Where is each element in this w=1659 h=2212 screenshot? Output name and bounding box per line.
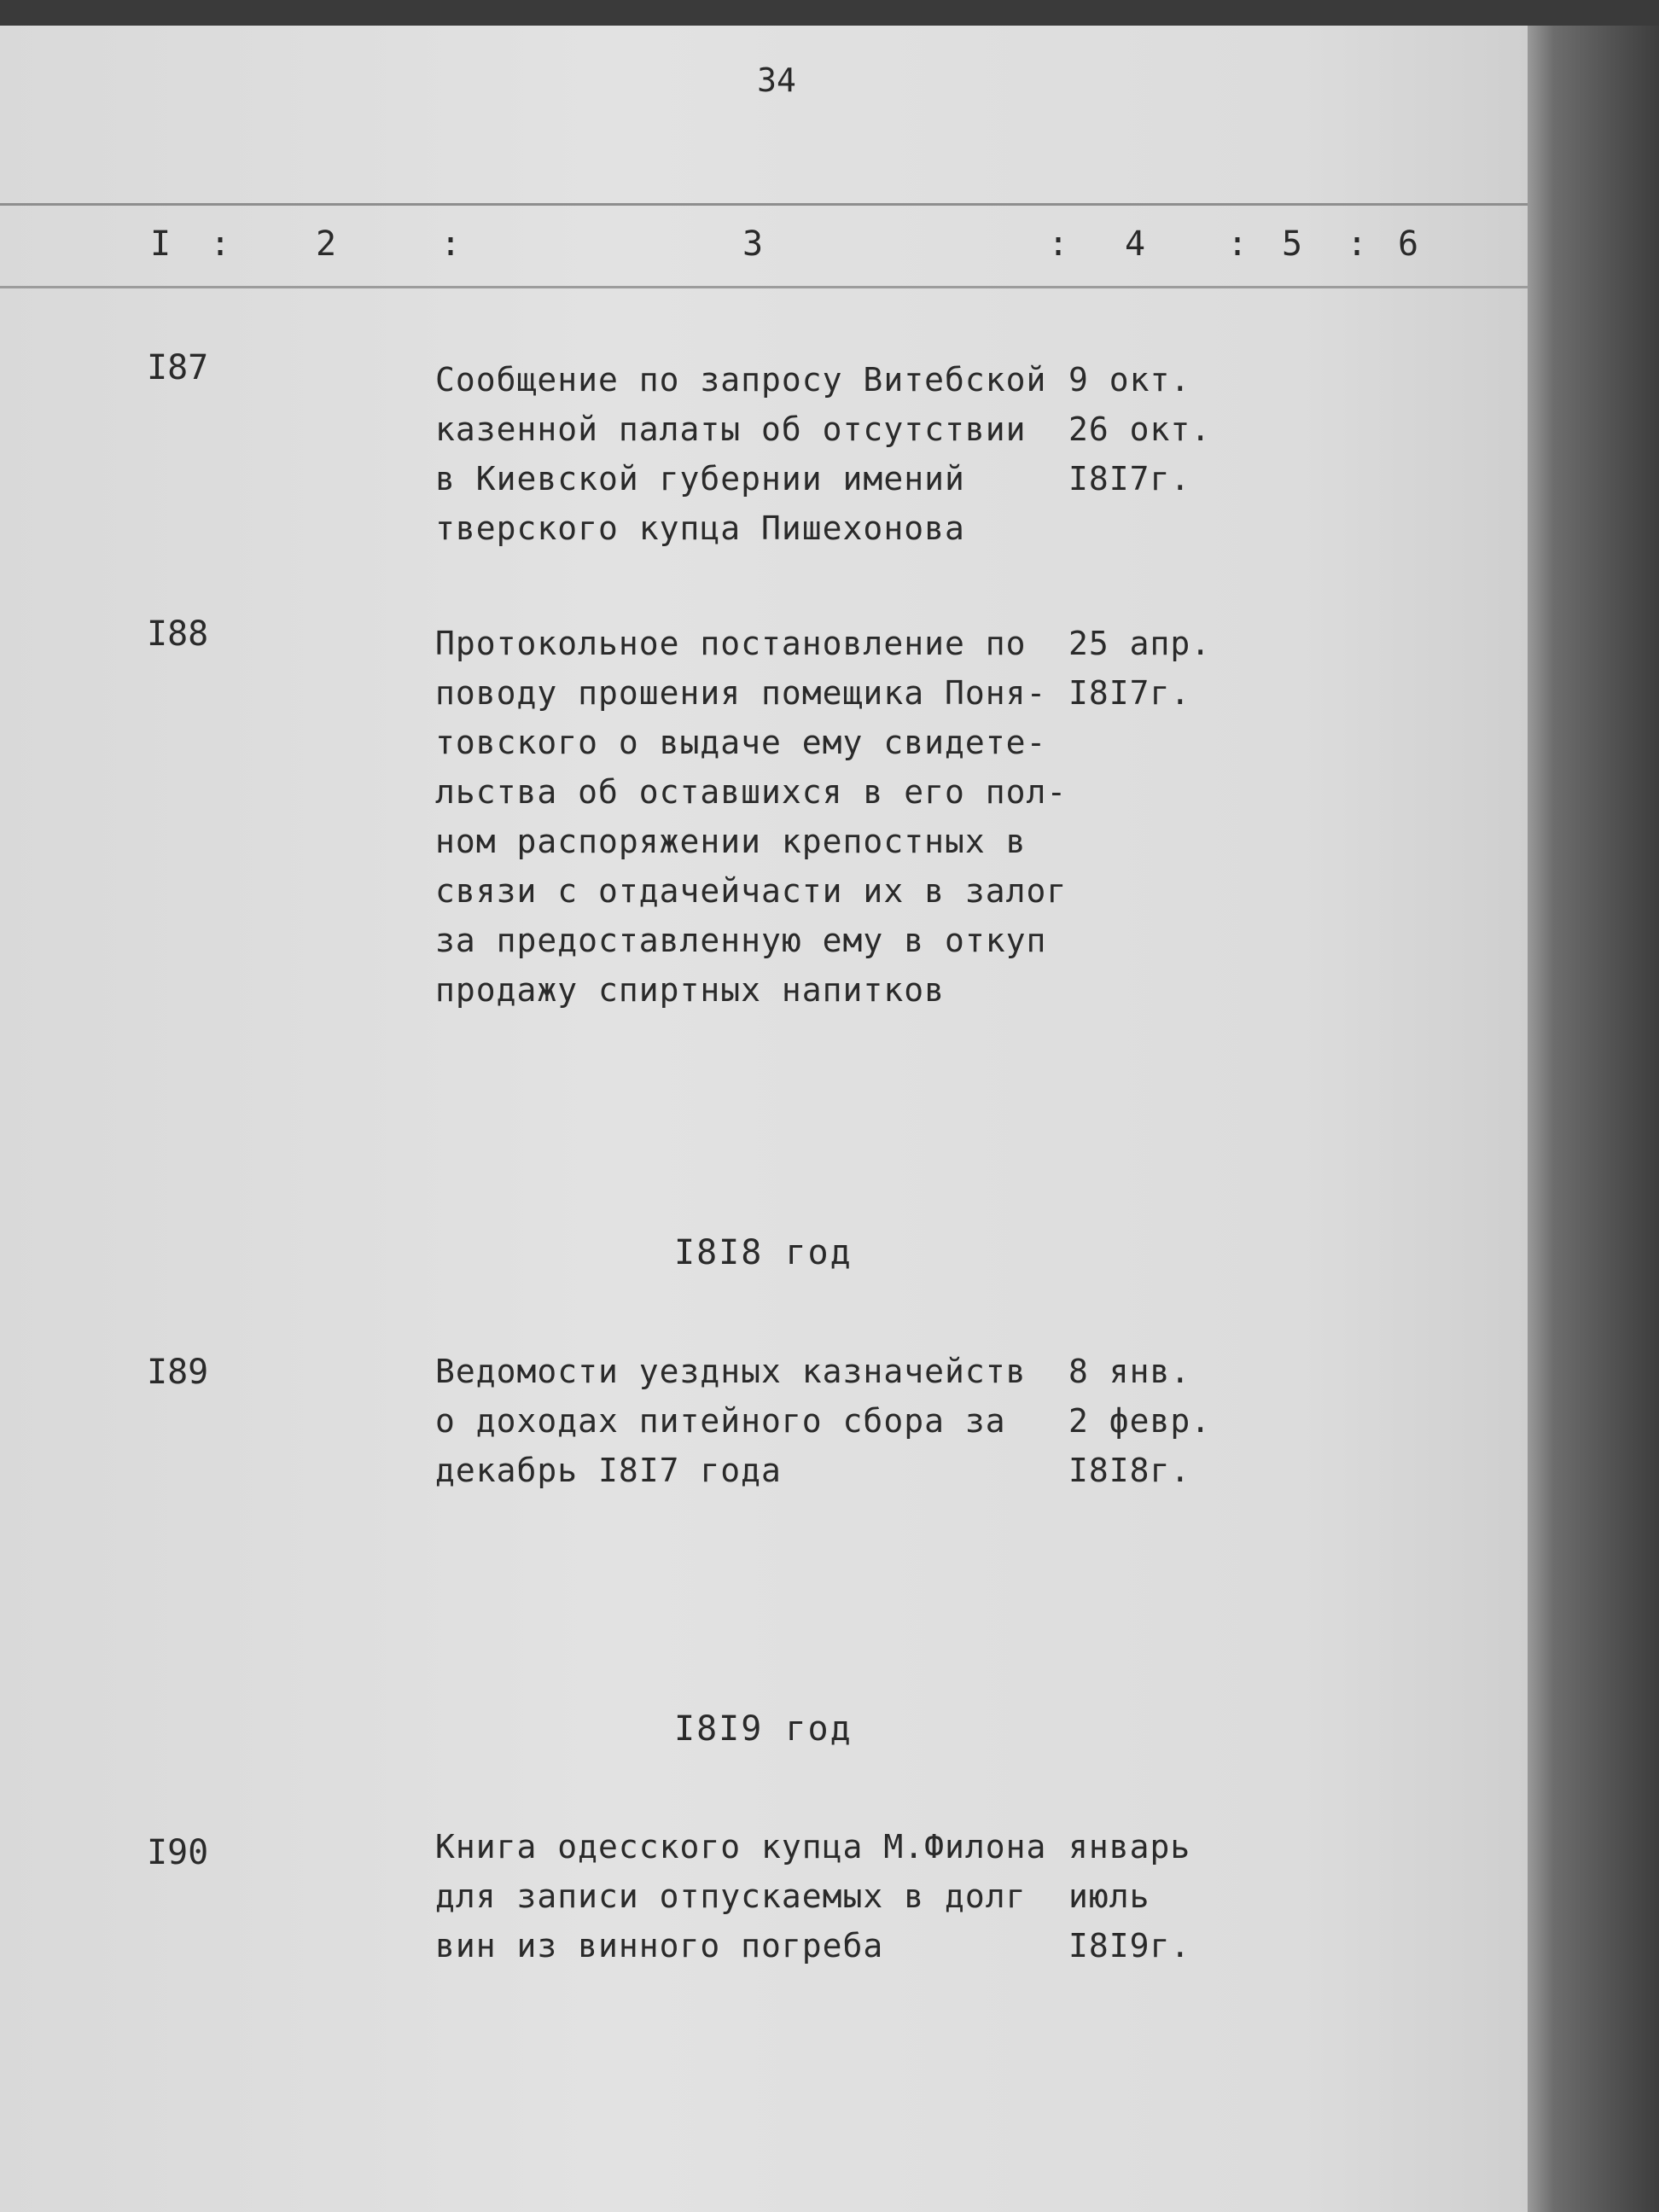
year-heading: I8I8 год: [674, 1233, 853, 1272]
page-number: 34: [757, 61, 796, 99]
entry-number: I88: [147, 614, 209, 654]
column-header-row: [0, 203, 1528, 288]
entry-dates: 9 окт. 26 окт. I8I7г.: [1068, 361, 1212, 498]
column-separator: :: [1347, 224, 1368, 264]
entry-number: I90: [147, 1833, 209, 1872]
column-separator: :: [440, 224, 462, 264]
entry-number: I87: [147, 348, 209, 387]
entry-dates: январь июль I8I9г.: [1068, 1828, 1191, 1965]
column-header-2: 2: [316, 224, 337, 264]
year-heading: I8I9 год: [674, 1709, 853, 1749]
entry-description: Протокольное постановление по поводу прошения помещика Поня- товского о выдаче ему свидете- льства об оставшихся в его пол- ном распоряжении крепостных в связи с отдачейчасти их в залог за предоставленную ему в откуп продажу спиртных напитков: [435, 625, 1068, 1009]
entry-description: Книга одесского купца М.Филона для записи отпускаемых в долг вин из винного погреба: [435, 1828, 1047, 1965]
entry-dates: 8 янв. 2 февр. I8I8г.: [1068, 1353, 1212, 1489]
entry-number: I89: [147, 1353, 209, 1392]
entry-description: Сообщение по запросу Витебской казенной палаты об отсутствии в Киевской губернии имений тверского купца Пишехонова: [435, 361, 1047, 547]
page-edge-shadow: [1528, 26, 1659, 2212]
column-separator: :: [210, 224, 231, 264]
column-separator: :: [1227, 224, 1249, 264]
entry-description: Ведомости уездных казначейств о доходах питейного сбора за декабрь I8I7 года: [435, 1353, 1027, 1489]
entry-dates: 25 апр. I8I7г.: [1068, 625, 1212, 712]
column-header-6: 6: [1398, 224, 1419, 264]
column-header-3: 3: [742, 224, 764, 264]
column-header-4: 4: [1125, 224, 1146, 264]
column-separator: :: [1048, 224, 1069, 264]
column-header-1: I: [150, 224, 172, 264]
column-header-5: 5: [1282, 224, 1303, 264]
